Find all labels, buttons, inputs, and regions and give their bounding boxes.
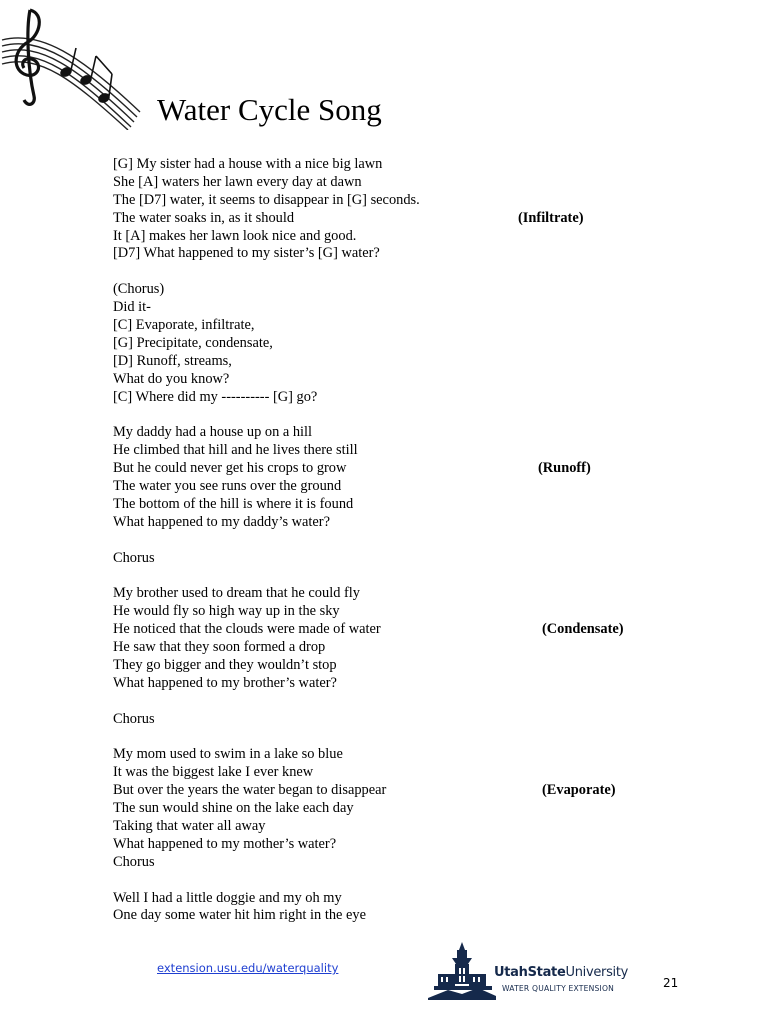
lyric-text: My daddy had a house up on a hill bbox=[113, 424, 313, 441]
lyric-text: My mom used to swim in a lake so blue bbox=[113, 746, 343, 763]
lyric-text: It [A] makes her lawn look nice and good. bbox=[113, 227, 357, 244]
lyric-text: Chorus bbox=[113, 710, 155, 727]
lyric-text: What happened to my daddy’s water? bbox=[113, 513, 330, 530]
verse-gap bbox=[113, 532, 733, 550]
lyric-line bbox=[113, 675, 733, 693]
lyric-text: Well I had a little doggie and my oh my bbox=[113, 889, 342, 906]
lyric-text: But he could never get his crops to grow bbox=[113, 460, 347, 477]
lyric-line bbox=[113, 389, 733, 407]
lyric-line bbox=[113, 890, 733, 908]
lyric-line bbox=[113, 156, 733, 174]
lyric-text: But over the years the water began to disappear bbox=[113, 782, 387, 799]
logo-subtitle: WATER QUALITY EXTENSION bbox=[502, 984, 615, 993]
lyric-line bbox=[113, 782, 733, 800]
lyric-line bbox=[113, 353, 733, 371]
logo-university-name: UtahStateUniversity bbox=[494, 965, 629, 980]
lyric-line bbox=[113, 192, 733, 210]
lyric-text: The sun would shine on the lake each day bbox=[113, 800, 354, 817]
song-lyrics bbox=[113, 156, 733, 925]
lyric-line bbox=[113, 442, 733, 460]
lyric-text: [C] Where did my ---------- [G] go? bbox=[113, 388, 318, 405]
lyric-text: The water you see runs over the ground bbox=[113, 478, 342, 495]
lyric-text: (Chorus) bbox=[113, 281, 165, 298]
lyric-line bbox=[113, 478, 733, 496]
lyric-line bbox=[113, 818, 733, 836]
lyric-line bbox=[113, 281, 733, 299]
lyric-line bbox=[113, 424, 733, 442]
lyric-line bbox=[113, 907, 733, 925]
lyric-text: The [D7] water, it seems to disappear in [G] seconds. bbox=[113, 191, 420, 208]
lyric-text: Did it- bbox=[113, 299, 151, 316]
lyric-text: It was the biggest lake I ever knew bbox=[113, 764, 314, 781]
lyric-text: She [A] waters her lawn every day at dawn bbox=[113, 173, 362, 190]
lyric-line bbox=[113, 371, 733, 389]
music-notes-illustration bbox=[0, 0, 150, 130]
lyric-line bbox=[113, 245, 733, 263]
lyric-text: One day some water hit him right in the eye bbox=[113, 907, 366, 924]
lyric-text: What happened to my mother’s water? bbox=[113, 835, 337, 852]
old-main-building-icon bbox=[428, 940, 498, 1002]
lyric-text: He climbed that hill and he lives there still bbox=[113, 442, 358, 459]
lyric-line bbox=[113, 210, 733, 228]
lyric-line bbox=[113, 460, 733, 478]
lyric-text: My brother used to dream that he could fly bbox=[113, 585, 360, 602]
verse-gap bbox=[113, 693, 733, 711]
lyric-text: He would fly so high way up in the sky bbox=[113, 603, 340, 620]
lyric-line bbox=[113, 764, 733, 782]
lyric-line bbox=[113, 317, 733, 335]
lyric-text: He noticed that the clouds were made of water bbox=[113, 621, 381, 638]
process-label: (Infiltrate) bbox=[518, 209, 584, 226]
lyric-line bbox=[113, 174, 733, 192]
lyric-line bbox=[113, 854, 733, 872]
process-label: (Evaporate) bbox=[542, 782, 616, 799]
lyric-line bbox=[113, 335, 733, 353]
lyric-line bbox=[113, 299, 733, 317]
lyric-line bbox=[113, 603, 733, 621]
lyric-text: Chorus bbox=[113, 549, 155, 566]
lyric-text: [D] Runoff, streams, bbox=[113, 352, 232, 369]
lyric-text: [G] My sister had a house with a nice big lawn bbox=[113, 156, 383, 172]
lyric-line bbox=[113, 514, 733, 532]
lyric-line bbox=[113, 550, 733, 568]
verse-gap bbox=[113, 406, 733, 424]
verse-gap bbox=[113, 567, 733, 585]
verse-gap bbox=[113, 872, 733, 890]
page-number: 21 bbox=[663, 976, 679, 990]
process-label: (Condensate) bbox=[542, 621, 624, 638]
lyric-text: They go bigger and they wouldn’t stop bbox=[113, 656, 337, 673]
usu-logo bbox=[428, 940, 628, 1002]
lyric-text: [C] Evaporate, infiltrate, bbox=[113, 317, 255, 334]
lyric-text: Chorus bbox=[113, 853, 155, 870]
page-title: Water Cycle Song bbox=[157, 92, 382, 127]
lyric-line bbox=[113, 639, 733, 657]
lyric-line bbox=[113, 657, 733, 675]
lyric-line bbox=[113, 621, 733, 639]
lyric-line bbox=[113, 746, 733, 764]
lyric-line bbox=[113, 800, 733, 818]
lyric-text: The water soaks in, as it should bbox=[113, 209, 295, 226]
lyric-line bbox=[113, 711, 733, 729]
lyric-text: [D7] What happened to my sister’s [G] water? bbox=[113, 245, 380, 262]
lyric-text: The bottom of the hill is where it is found bbox=[113, 495, 354, 512]
lyric-line bbox=[113, 228, 733, 246]
lyric-line bbox=[113, 585, 733, 603]
lyric-text: What happened to my brother’s water? bbox=[113, 674, 337, 691]
lyric-line bbox=[113, 836, 733, 854]
lyric-text: What do you know? bbox=[113, 370, 230, 387]
lyric-text: He saw that they soon formed a drop bbox=[113, 639, 326, 656]
lyric-text: [G] Precipitate, condensate, bbox=[113, 334, 273, 351]
footer-link[interactable]: extension.usu.edu/waterquality bbox=[157, 961, 339, 975]
verse-gap bbox=[113, 729, 733, 747]
process-label: (Runoff) bbox=[538, 460, 591, 477]
lyric-text: Taking that water all away bbox=[113, 817, 266, 834]
lyric-line bbox=[113, 496, 733, 514]
verse-gap bbox=[113, 263, 733, 281]
